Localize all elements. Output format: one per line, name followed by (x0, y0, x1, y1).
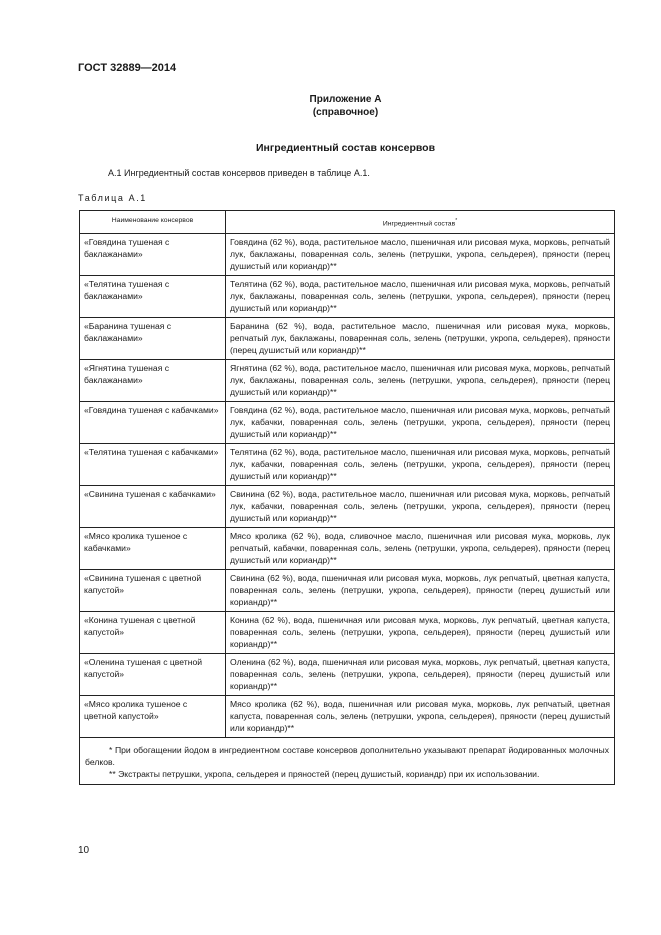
composition-cell: Говядина (62 %), вода, растительное масло, пшеничная или рисовая мука, морковь, репчатый лук, баклажаны, поваренная соль, зелень (петрушки, укропа, сельдерея), пряности (перец душистый или кориандр)** (226, 234, 615, 276)
intro-paragraph: А.1 Ингредиентный состав консервов приведен в таблице А.1. (108, 168, 370, 178)
section-title: Ингредиентный состав консервов (255, 142, 436, 154)
table-notes (80, 738, 615, 785)
table-row (80, 570, 615, 612)
header-composition-label: Ингредиентный состав (382, 220, 456, 228)
page-number: 10 (78, 845, 90, 856)
composition-cell: Мясо кролика (62 %), вода, пшеничная или рисовая мука, морковь, лук репчатый, цветная капуста, поваренная соль, зелень (петрушки, укропа, сельдерея), пряности (перец душистый или кориандр)** (226, 696, 615, 738)
document-code: ГОСТ 32889—2014 (78, 62, 177, 74)
annex-subtitle: (справочное) (312, 107, 379, 118)
annex-title: Приложение А (309, 94, 382, 105)
table-row (80, 318, 615, 360)
product-name-cell: «Телятина тушеная с кабачками» (80, 444, 226, 486)
product-name-cell: «Говядина тушеная с кабачками» (80, 402, 226, 444)
table-row (80, 276, 615, 318)
composition-cell: Мясо кролика (62 %), вода, сливочное масло, пшеничная или рисовая мука, морковь, лук репчатый, кабачки, поваренная соль, зелень (петрушки, укропа, сельдерея), пряности (перец душистый или кориандр)** (226, 528, 615, 570)
table-row (80, 486, 615, 528)
composition-cell: Оленина (62 %), вода, пшеничная или рисовая мука, морковь, лук репчатый, цветная капуста, поваренная соль, зелень (петрушки, укропа, сельдерея), пряности (перец душистый или кориандр)** (226, 654, 615, 696)
table-row (80, 612, 615, 654)
table-row (80, 444, 615, 486)
table-header-row (80, 211, 615, 234)
composition-cell: Ягнятина (62 %), вода, растительное масло, пшеничная или рисовая мука, морковь, репчатый лук, баклажаны, поваренная соль, зелень (петрушки, укропа, сельдерея), пряности (перец душистый или кориандр)** (226, 360, 615, 402)
product-name-cell: «Мясо кролика тушеное с цветной капустой» (80, 696, 226, 738)
table-row (80, 234, 615, 276)
composition-cell: Конина (62 %), вода, пшеничная или рисовая мука, морковь, лук репчатый, цветная капуста, поваренная соль, зелень (петрушки, укропа, сельдерея), пряности (перец душистый или кориандр)** (226, 612, 615, 654)
product-name-cell: «Говядина тушеная с баклажанами» (80, 234, 226, 276)
table-row (80, 402, 615, 444)
composition-cell: Баранина (62 %), вода, растительное масло, пшеничная или рисовая мука, морковь, репчатый лук, баклажаны, поваренная соль, зелень (петрушки, укропа, сельдерея), пряности (перец душистый или кориандр)** (226, 318, 615, 360)
table-row (80, 360, 615, 402)
header-composition-mark: * (455, 218, 458, 224)
annex-heading (78, 93, 613, 119)
table-notes-row (80, 738, 615, 785)
ingredients-table (79, 210, 615, 785)
table-row (80, 654, 615, 696)
table-row (80, 696, 615, 738)
composition-cell: Свинина (62 %), вода, пшеничная или рисовая мука, морковь, лук репчатый, цветная капуста, поваренная соль, зелень (петрушки, укропа, сельдерея), пряности (перец душистый или кориандр)** (226, 570, 615, 612)
header-name: Наименование консервов (80, 211, 226, 234)
composition-cell: Говядина (62 %), вода, растительное масло, пшеничная или рисовая мука, морковь, репчатый лук, кабачки, поваренная соль, зелень (петрушки, укропа, сельдерея), пряности (перец душистый или кориандр)** (226, 402, 615, 444)
product-name-cell: «Свинина тушеная с цветной капустой» (80, 570, 226, 612)
note-2: ** Экстракты петрушки, укропа, сельдерея и пряностей (перец душистый, кориандр) при их использовании. (109, 769, 540, 780)
product-name-cell: «Мясо кролика тушеное с кабачками» (80, 528, 226, 570)
product-name-cell: «Баранина тушеная с баклажанами» (80, 318, 226, 360)
product-name-cell: «Свинина тушеная с кабачками» (80, 486, 226, 528)
product-name-cell: «Телятина тушеная с баклажанами» (80, 276, 226, 318)
product-name-cell: «Оленина тушеная с цветной капустой» (80, 654, 226, 696)
composition-cell: Телятина (62 %), вода, растительное масло, пшеничная или рисовая мука, морковь, репчатый лук, кабачки, поваренная соль, зелень (петрушки, укропа, сельдерея), пряности (перец душистый или кориандр)** (226, 444, 615, 486)
table-row (80, 528, 615, 570)
composition-cell: Телятина (62 %), вода, растительное масло, пшеничная или рисовая мука, морковь, репчатый лук, баклажаны, поваренная соль, зелень (петрушки, укропа, сельдерея), пряности (перец душистый или кориандр)** (226, 276, 615, 318)
product-name-cell: «Конина тушеная с цветной капустой» (80, 612, 226, 654)
composition-cell: Свинина (62 %), вода, растительное масло, пшеничная или рисовая мука, морковь, репчатый лук, кабачки, поваренная соль, зелень (петрушки, укропа, сельдерея), пряности (перец душистый или кориандр)** (226, 486, 615, 528)
table-label: Таблица А.1 (78, 193, 147, 203)
header-composition (226, 211, 615, 234)
note-1: * При обогащении йодом в ингредиентном составе консервов дополнительно указывают препарат йодированных молочных белков. (85, 745, 609, 768)
product-name-cell: «Ягнятина тушеная с баклажанами» (80, 360, 226, 402)
table-body (80, 234, 615, 738)
